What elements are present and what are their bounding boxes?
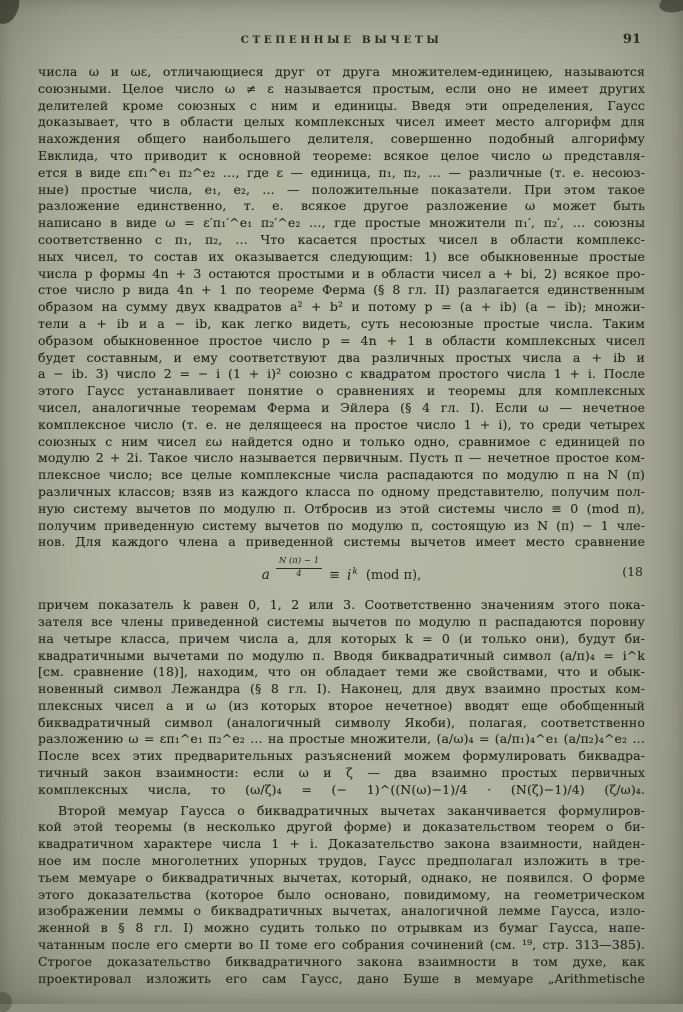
equation-rhs-base: i — [347, 567, 352, 584]
text-line: ные) простые числа, e₁, e₂, … — положительные показатели. При этом такое — [38, 181, 645, 197]
equation-modulus: (mod π), — [365, 567, 422, 583]
text-line: разложению ω = επ₁^e₁ π₂^e₂ … на простые множители, (a/ω)₄ = (a/π₁)₄^e₁ (a/π₂)₄^e₂ … — [38, 731, 645, 747]
text-line: этого Гаусс устанавливает понятие о сравнениях и теоремы для комплексных — [38, 383, 645, 399]
page-number: 91 — [622, 32, 641, 47]
text-line: доказывает, что в области целых комплексных чисел имеет место алгорифм для — [38, 114, 645, 130]
text-line: образом на сумму двух квадратов a² + b² и потому p = (a + ib) (a − ib); множи- — [38, 299, 645, 315]
text-line: Евклида, что приводит к основной теореме: всякое целое число ω представля- — [38, 147, 645, 163]
equation-exponent-numerator: N (π) − 1 — [276, 557, 322, 569]
text-line: ется в виде επ₁^e₁ π₂^e₂ …, где ε — единица, π₁, π₂, … — различные (т. е. несоюз- — [38, 164, 645, 180]
text-line: союзными. Целое число ω ≠ ε называется простым, если оно не имеет других — [38, 80, 645, 96]
text-line: квадратичными вычетами по модулю π. Вводя биквадратичный символ (a/π)₄ = i^k — [38, 647, 645, 663]
text-line: написано в виде ω = ε′π₁′^e₁ π₂′^e₂ …, где простые множители π₁′, π₂′, … союзны — [38, 215, 645, 231]
text-line: различных классов; взяв из каждого класса по одному представителю, получим пол- — [38, 483, 645, 499]
text-line: союзных с ним чисел εω найдется одно и только одно, сравнимое с единицей по — [38, 433, 645, 449]
scan-artifact-top-right — [658, 0, 683, 15]
text-line: нахождения общего наибольшего делителя, совершенно подобный алгорифму — [38, 131, 645, 147]
text-line: чатанным после его смерти во II томе его собрания сочинений (см. ¹⁹, стр. 313—385). — [38, 937, 645, 953]
text-line: комплексных числа, то (ω/ζ)₄ = (− 1)^((N(ω)−1)/4 · (N(ζ)−1)/4) (ζ/ω)₄. — [38, 781, 645, 797]
text-line: Строгое доказательство биквадратичного закона взаимности в том духе, как — [38, 953, 645, 969]
text-line: ную систему вычетов по модулю π. Отбросив из этой системы число ≡ 0 (mod π), — [38, 500, 645, 516]
text-line: ных чисел, то состав их оказывается следующим: 1) все обыкновенные простые — [38, 248, 645, 264]
equation-lhs-base: a — [261, 567, 270, 584]
text-line: изображении леммы о биквадратичных вычетах, аналогичной лемме Гаусса, изло- — [38, 903, 645, 919]
scan-artifact-bottom-left — [0, 992, 12, 1012]
text-line: причем показатель k равен 0, 1, 2 или 3. Соответственно значениям этого пока- — [38, 597, 645, 613]
text-line: на четыре класса, причем числа a, для которых k = 0 (и только они), будут би- — [38, 630, 645, 646]
text-line: [см. сравнение (18)], находим, что он обладает теми же свойствами, что и обык- — [38, 664, 645, 680]
text-line: комплексное число (т. е. не делящееся на простое число 1 + i), то среди четырех — [38, 416, 645, 432]
text-line: этого доказательства (которое было основано, повидимому, на геометрическом — [38, 886, 645, 902]
text-line: тели a + ib и a − ib, как легко видеть, суть несоюзные простые числа. Таким — [38, 315, 645, 331]
text-line: Второй мемуар Гаусса о биквадратичных вычетах заканчивается формулиров- — [58, 802, 645, 818]
equation-rhs — [347, 567, 358, 583]
text-line: нов. Для каждого члена a приведенной системы вычетов имеет место сравнение — [38, 534, 645, 550]
text-line: плексное число; все целые комплексные числа распадаются по модулю π на N (π) — [38, 467, 645, 483]
text-line: числа ω и ωε, отличающиеся друг от друга множителем-единицею, называются — [38, 64, 645, 79]
text-line: чисел, аналогичные теоремам Ферма и Эйлера (§ 4 гл. I). Если ω — нечетное — [38, 399, 645, 415]
text-line: новенный символ Лежандра (§ 8 гл. I). Наконец, для двух взаимно простых ком- — [38, 681, 645, 697]
text-line: проектировал изложить его сам Гаусс, дано Буше в мемуаре „Arithmetische — [38, 970, 645, 986]
paragraph-block-3 — [38, 803, 645, 988]
text-line: тьем мемуаре о биквадратичных вычетах, который, однако, не появился. О форме — [38, 869, 645, 885]
running-title: СТЕПЕННЫЕ ВЫЧЕТЫ — [240, 34, 443, 46]
equation-exponent-denominator: 4 — [296, 568, 302, 579]
equation-rhs-exponent: k — [352, 566, 358, 577]
congruence-symbol: ≡ — [329, 567, 341, 583]
text-line: образом обыкновенное простое число p = 4n + 1 в области комплексных чисел — [38, 332, 645, 348]
equation-exponent-fraction — [276, 557, 322, 580]
scan-artifact-top-left — [0, 0, 24, 28]
text-line: получим приведенную систему вычетов по модулю π, состоящую из N (π) − 1 чле- — [38, 517, 645, 533]
paragraph-block-1 — [38, 64, 645, 551]
text-line: делителей кроме союзных с ним и единицы. Введя эти определения, Гаусс — [38, 97, 645, 113]
text-line: a − ib. 3) число 2 = − i (1 + i)² союзно с квадратом простого числа 1 + i. После — [38, 366, 645, 382]
equation-18 — [38, 555, 645, 590]
text-line: стое число p вида 4n + 1 по теореме Ферма (§ 8 гл. II) разлагается единственным — [38, 282, 645, 298]
page-header — [38, 34, 645, 54]
text-line: биквадратичный символ (аналогичный символу Якоби), полагая, соответственно — [38, 714, 645, 730]
text-line: женной в § 8 гл. I) можно судить только по отрывкам из бумаг Гаусса, напе- — [38, 920, 645, 936]
text-line: плексных чисел a и ω (из которых второе нечетное) вводят еще обобщенный — [38, 697, 645, 713]
equation-number: (18 — [622, 564, 643, 580]
text-line: После всех этих предварительных разъяснений можем формулировать биквадра- — [38, 748, 645, 764]
text-line: разложение единственно, т. е. всякое другое разложение ω может быть — [38, 198, 645, 214]
text-line: будет составным, и ему соответствуют два различных простых числа a + ib и — [38, 349, 645, 365]
text-line: модулю 2 + 2i. Такое число называется первичным. Пусть π — нечетное простое ком- — [38, 450, 645, 466]
paragraph-block-2 — [38, 597, 645, 799]
text-line: ное им после многолетних упорных трудов, Гаусс предполагал изложить в тре- — [38, 853, 645, 869]
text-line: квадратичном характере числа 1 + i. Доказательство закона взаимности, найден- — [38, 836, 645, 852]
text-line: зателя все члены приведенной системы вычетов по модулю π распадаются поровну — [38, 613, 645, 629]
text-line: соответственно с π₁, π₂, … Что касается простых чисел в области комплекс- — [38, 231, 645, 247]
text-line: кой этой теоремы (в несколько другой форме) и доказательством теорем о би- — [38, 819, 645, 835]
text-line: числа p формы 4n + 3 остаются простыми и в области чисел a + bi, 2) всякое про- — [38, 265, 645, 281]
text-line: тичный закон взаимности: если ω и ζ — два взаимно простых первичных — [38, 765, 645, 781]
